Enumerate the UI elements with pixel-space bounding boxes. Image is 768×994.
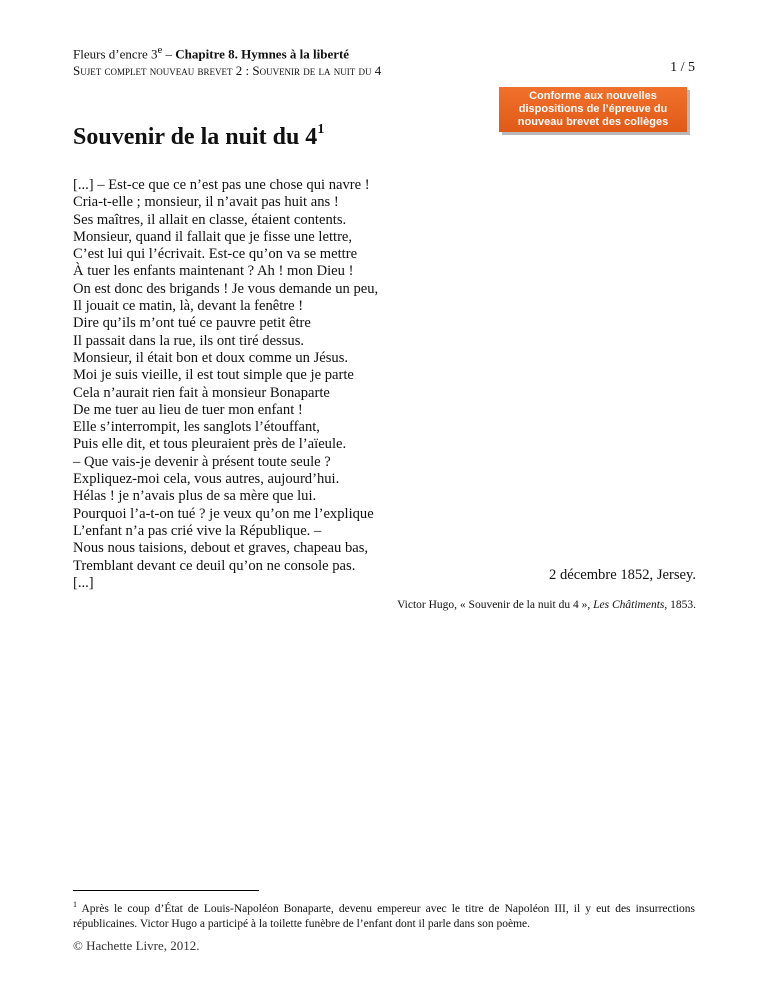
copyright: © Hachette Livre, 2012.: [73, 938, 200, 953]
page-number: 1 / 5: [670, 60, 695, 75]
poem-verse: [...] – Est-ce que ce n’est pas une chose qui navre !: [73, 177, 370, 193]
poem-verse: Il passait dans la rue, ils ont tiré dessus.: [73, 332, 305, 349]
poem-verse: Moi je suis vieille, il est tout simple que je parte: [73, 367, 354, 384]
poem-verse: Hélas ! je n’avais plus de sa mère que lui.: [73, 488, 317, 505]
badge-line: dispositions de l’épreuve du: [518, 103, 668, 115]
conformity-badge: [499, 87, 687, 132]
book-grade-sup: e: [157, 44, 163, 56]
poem-verse: Monsieur, quand il fallait que je fisse une lettre,: [73, 228, 353, 245]
page-title: [73, 117, 324, 152]
poem-verse: Cela n’aurait rien fait à monsieur Bonaparte: [73, 384, 330, 401]
title-text: Souvenir de la nuit du 4: [73, 124, 318, 150]
source-citation: [397, 599, 696, 611]
poem-verse: Cria-t-elle ; monsieur, il n’avait pas huit ans !: [73, 194, 339, 211]
poem-verse: Puis elle dit, et tous pleuraient près de l’aïeule.: [73, 436, 347, 453]
poem-verse: On est donc des brigands ! Je vous demande un peu,: [73, 280, 379, 297]
poem-verse: Pourquoi l’a-t-on tué ? je veux qu’on me l’explique: [73, 505, 374, 522]
subject-line: Sujet complet nouveau brevet 2 : Souvenir de la nuit du 4: [73, 63, 382, 79]
footnote-text: Après le coup d’État de Louis-Napoléon Bonaparte, devenu empereur avec le titre de Napoléon III, il y eut des insurrections républicaines. Victor Hugo a participé à la toilette funèbre de l’enfant dont il parle dans son poème.: [73, 902, 695, 930]
source-prefix: Victor Hugo, « Souvenir de la nuit du 4 »,: [397, 599, 594, 611]
poem: [73, 177, 378, 592]
source-work: Les Châtiments: [593, 599, 665, 611]
poem-verse: [...]: [73, 574, 94, 591]
badge-line: nouveau brevet des collèges: [517, 116, 669, 128]
footnote: [73, 897, 695, 932]
poem-verse: Expliquez-moi cela, vous autres, aujourd’hui.: [73, 471, 340, 488]
page-header: [73, 42, 695, 79]
footnote-number: 1: [73, 900, 77, 909]
poem-verse: L’enfant n’a pas crié vive la République. –: [73, 522, 322, 539]
book-title: Fleurs d’encre 3: [73, 46, 158, 62]
poem-verse: À tuer les enfants maintenant ? Ah ! mon Dieu !: [73, 263, 354, 280]
poem-verse: C’est lui qui l’écrivait. Est-ce qu’on va se mettre: [73, 246, 358, 263]
poem-verse: Il jouait ce matin, là, devant la fenêtre !: [73, 298, 304, 315]
poem-verse: Monsieur, il était bon et doux comme un Jésus.: [73, 349, 349, 366]
poem-date: 2 décembre 1852, Jersey.: [549, 567, 696, 583]
poem-verse: – Que vais-je devenir à présent toute seule ?: [73, 453, 331, 470]
poem-verse: Ses maîtres, il allait en classe, étaient contents.: [73, 211, 347, 228]
chapter-title: Chapitre 8. Hymnes à la liberté: [175, 46, 350, 62]
poem-verse: Dire qu’ils m’ont tué ce pauvre petit être: [73, 315, 311, 332]
badge-line: Conforme aux nouvelles: [529, 90, 657, 102]
title-footnote-ref: 1: [317, 122, 325, 137]
footnote-divider: [73, 890, 259, 891]
poem-verse: De me tuer au lieu de tuer mon enfant !: [73, 401, 303, 418]
header-title: [73, 42, 695, 62]
poem-verse: Nous nous taisions, debout et graves, chapeau bas,: [73, 540, 369, 557]
source-suffix: , 1853.: [664, 599, 696, 611]
poem-verse: Tremblant devant ce deuil qu’on ne console pas.: [73, 557, 356, 574]
header-separator: –: [162, 46, 176, 62]
poem-verse: Elle s’interrompit, les sanglots l’étouffant,: [73, 419, 320, 436]
